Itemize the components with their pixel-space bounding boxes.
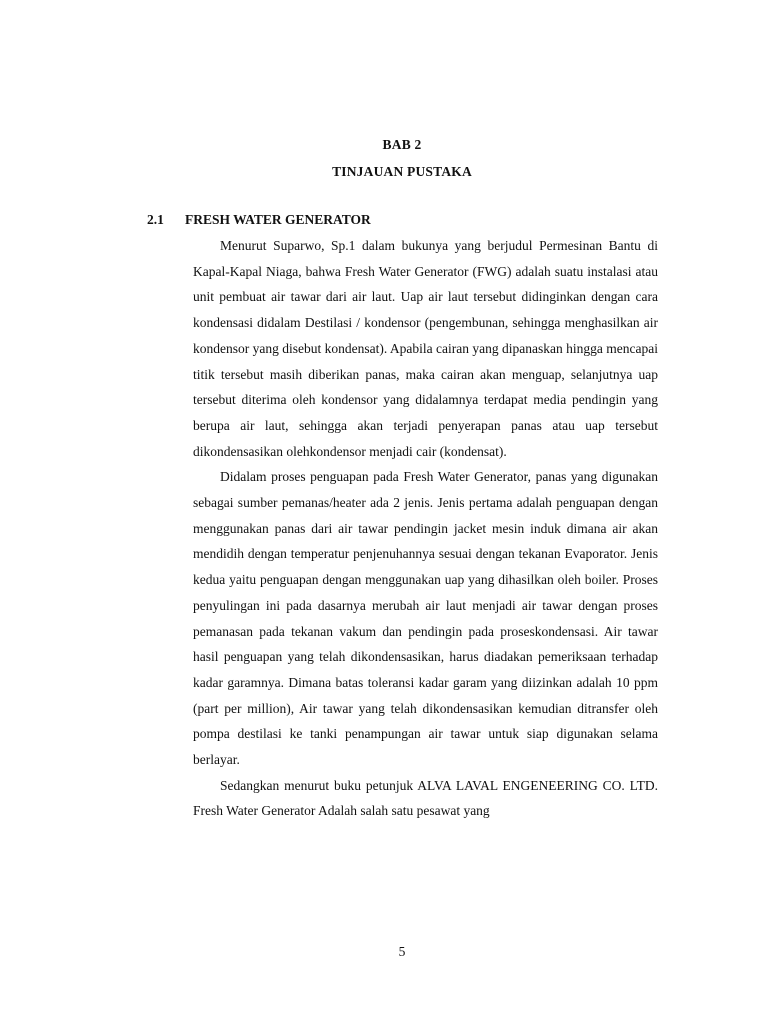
section-body [193,233,658,824]
section-heading [147,212,371,228]
paragraph-1: Menurut Suparwo, Sp.1 dalam bukunya yang berjudul Permesinan Bantu di Kapal-Kapal Niaga, bahwa Fresh Water Generator (FWG) adalah suatu instalasi atau unit pembuat air tawar dari air laut. Uap air laut tersebut didinginkan dengan cara kondensasi didalam Destilasi / kondensor (pengembunan, sehingga menghasilkan air kondensor yang disebut kondensat). Apabila cairan yang dipanaskan hingga mencapai titik tersebut masih diberikan panas, maka cairan akan menguap, selanjutnya uap tersebut diterima oleh kondensor yang didalamnya terdapat media pendingin yang berupa air laut, sehingga akan terjadi penyerapan panas atau uap tersebut dikondensasikan olehkondensor menjadi cair (kondensat). [193,238,658,459]
chapter-label: BAB 2 [382,137,422,152]
paragraph-2: Didalam proses penguapan pada Fresh Water Generator, panas yang digunakan sebagai sumber pemanas/heater ada 2 jenis. Jenis pertama adalah penguapan dengan menggunakan panas dari air tawar pendingin jacket mesin induk dimana air akan mendidih dengan temperatur penjenuhannya sesuai dengan tekanan Evaporator. Jenis kedua yaitu penguapan dengan menggunakan uap yang dihasilkan oleh boiler. Proses penyulingan ini pada dasarnya merubah air laut menjadi air tawar dengan proses pemanasan pada tekanan vakum dan pendingin pada proseskondensasi. Air tawar hasil penguapan yang telah dikondensasikan, harus diadakan pemeriksaan terhadap kadar garamnya. Dimana batas toleransi kadar garam yang diizinkan adalah 10 ppm (part per million), Air tawar yang telah dikondensasikan kemudian ditransfer oleh pompa destilasi ke tanki penampungan air tawar untuk siap digunakan selama berlayar. [193,469,658,768]
chapter-title: TINJAUAN PUSTAKA [332,164,472,179]
page-number: 5 [398,944,406,959]
section-title: FRESH WATER GENERATOR [185,212,371,227]
section-number: 2.1 [147,212,164,227]
paragraph-3: Sedangkan menurut buku petunjuk ALVA LAVAL ENGENEERING CO. LTD. Fresh Water Generator Adalah salah satu pesawat yang [193,777,658,819]
